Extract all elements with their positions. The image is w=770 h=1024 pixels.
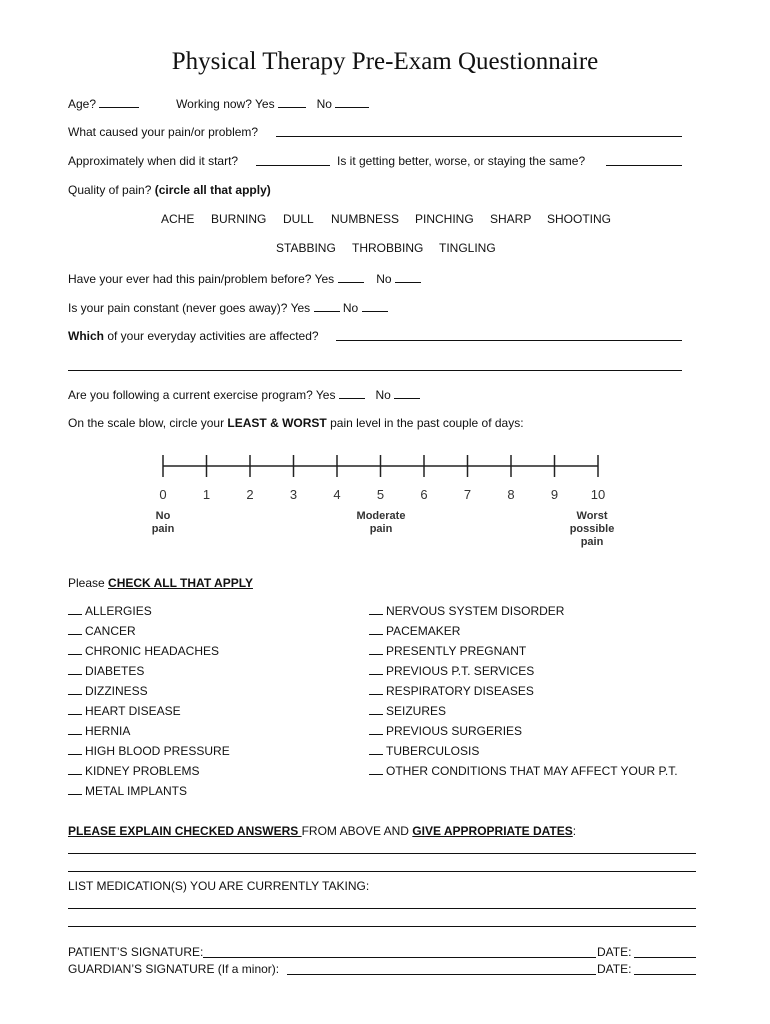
pain-type-burning[interactable]: BURNING (211, 212, 267, 226)
patient-date-field[interactable] (634, 957, 696, 958)
working-label: Working now? (176, 97, 252, 111)
check-item (68, 601, 230, 621)
before-no-field[interactable] (395, 271, 421, 283)
pain-type-stabbing[interactable]: STABBING (276, 241, 336, 255)
quality-row (68, 183, 271, 197)
scale-tick-label[interactable]: 10 (590, 487, 606, 502)
scale-tick-label[interactable]: 8 (507, 487, 515, 502)
check-blank[interactable] (369, 703, 383, 715)
check-item-label: HIGH BLOOD PRESSURE (85, 744, 230, 758)
check-item (68, 721, 230, 741)
activities-row (68, 329, 319, 343)
constant-row (68, 300, 388, 315)
working-yes-label: Yes (255, 97, 275, 111)
scale-tick-label[interactable]: 7 (463, 487, 472, 502)
check-bold: CHECK ALL THAT APPLY (108, 576, 253, 590)
check-blank[interactable] (369, 663, 383, 675)
check-blank[interactable] (68, 683, 82, 695)
working-no-label: No (316, 97, 332, 111)
check-item-label: CHRONIC HEADACHES (85, 644, 220, 658)
exercise-yes-field[interactable] (339, 387, 365, 399)
check-list-right (369, 601, 678, 781)
check-blank[interactable] (369, 643, 383, 655)
quality-note: (circle all that apply) (154, 183, 271, 197)
constant-yes-label: Yes (290, 301, 311, 315)
exercise-no-field[interactable] (394, 387, 420, 399)
explain-a: PLEASE EXPLAIN CHECKED ANSWERS (68, 824, 302, 838)
guardian-date-label: DATE: (597, 962, 632, 976)
check-item (369, 701, 678, 721)
explain-row (68, 824, 576, 838)
pain-type-ache[interactable]: ACHE (161, 212, 195, 226)
scale-tick-label[interactable]: 5 (376, 487, 385, 502)
check-header (68, 576, 253, 590)
exercise-row (68, 387, 420, 402)
check-blank[interactable] (369, 763, 383, 775)
check-item-label: PREVIOUS SURGERIES (386, 724, 523, 738)
check-blank[interactable] (68, 783, 82, 795)
check-blank[interactable] (68, 663, 82, 675)
check-item (68, 661, 230, 681)
scale-low-line2: pain (151, 523, 175, 535)
check-blank[interactable] (68, 623, 82, 635)
scale-tick-label[interactable]: 9 (550, 487, 559, 502)
page-title: Physical Therapy Pre-Exam Questionnaire (171, 48, 599, 75)
quality-label: Quality of pain? (68, 183, 152, 197)
check-item (369, 681, 678, 701)
scale-tick-label[interactable]: 2 (246, 487, 254, 502)
trend-field[interactable] (606, 165, 682, 166)
check-item-label: DIZZINESS (85, 684, 148, 698)
pain-type-throbbing[interactable]: THROBBING (352, 241, 424, 255)
patient-sig-field[interactable] (203, 957, 596, 958)
meds-label: LIST MEDICATION(S) YOU ARE CURRENTLY TAKING: (68, 879, 370, 893)
check-item-label: METAL IMPLANTS (85, 784, 188, 798)
check-item-label: TUBERCULOSIS (386, 744, 480, 758)
check-item (369, 661, 678, 681)
explain-field-1[interactable] (68, 853, 696, 854)
check-pre: Please (68, 576, 105, 590)
scale-high-line2: possible (569, 523, 615, 535)
check-item-label: KIDNEY PROBLEMS (85, 764, 200, 778)
scale-tick-label[interactable]: 6 (420, 487, 428, 502)
exercise-yes-label: Yes (315, 388, 336, 402)
scale-tick-label[interactable]: 4 (333, 487, 341, 502)
before-row (68, 271, 421, 286)
age-label: Age? (68, 97, 97, 111)
scale-mid-line2: pain (369, 523, 393, 535)
scale-instruction (68, 416, 524, 430)
before-no-label: No (376, 272, 392, 286)
age-field[interactable] (99, 96, 139, 108)
scale-post: pain level in the past couple of days: (330, 416, 524, 430)
pain-type-shooting[interactable]: SHOOTING (547, 212, 612, 226)
check-blank[interactable] (369, 603, 383, 615)
patient-sig-label: PATIENT’S SIGNATURE: (68, 945, 204, 959)
exercise-no-label: No (375, 388, 391, 402)
explain-field-2[interactable] (68, 871, 696, 872)
constant-no-field[interactable] (362, 300, 388, 312)
check-blank[interactable] (68, 723, 82, 735)
check-item-label: HERNIA (85, 724, 131, 738)
scale-high-line3: pain (580, 536, 604, 548)
scale-tick-label[interactable]: 3 (289, 487, 298, 502)
activities-question: of your everyday activities are affected? (107, 329, 319, 343)
exercise-question: Are you following a current exercise program? (68, 388, 313, 402)
check-item-label: ALLERGIES (85, 604, 152, 618)
explain-d: : (572, 824, 577, 838)
check-item-label: PACEMAKER (386, 624, 461, 638)
scale-low-line1: No (155, 510, 171, 522)
start-label: Approximately when did it start? (68, 154, 239, 168)
check-item (369, 641, 678, 661)
working-no-field[interactable] (335, 96, 369, 108)
before-yes-label: Yes (314, 272, 335, 286)
pain-type-tingling[interactable]: TINGLING (439, 241, 496, 255)
check-blank[interactable] (68, 763, 82, 775)
trend-label: Is it getting better, worse, or staying the same? (337, 154, 586, 168)
constant-no-label: No (342, 301, 359, 315)
explain-c: GIVE APPROPRIATE DATES (412, 824, 573, 838)
meds-field-2[interactable] (68, 926, 696, 927)
meds-field-1[interactable] (68, 908, 696, 909)
check-blank[interactable] (68, 703, 82, 715)
guardian-date-field[interactable] (634, 974, 696, 975)
check-blank[interactable] (369, 623, 383, 635)
check-blank[interactable] (369, 723, 383, 735)
constant-yes-field[interactable] (314, 300, 340, 312)
check-item (68, 701, 230, 721)
working-yes-field[interactable] (278, 96, 306, 108)
check-item-label: DIABETES (85, 664, 145, 678)
check-blank[interactable] (68, 603, 82, 615)
check-item (68, 781, 230, 801)
patient-date-label: DATE: (597, 945, 632, 959)
activities-field[interactable] (336, 340, 682, 341)
check-item (68, 641, 230, 661)
pain-type-dull[interactable]: DULL (283, 212, 314, 226)
check-item-label: SEIZURES (386, 704, 447, 718)
check-blank[interactable] (369, 683, 383, 695)
check-item (68, 761, 230, 781)
guardian-sig-field[interactable] (287, 974, 596, 975)
guardian-sig-label: GUARDIAN’S SIGNATURE (If a minor): (68, 962, 280, 976)
check-item (369, 621, 678, 641)
check-blank[interactable] (68, 643, 82, 655)
check-blank[interactable] (369, 743, 383, 755)
check-item-label: CANCER (85, 624, 136, 638)
check-item-label: PRESENTLY PREGNANT (386, 644, 527, 658)
check-blank[interactable] (68, 743, 82, 755)
check-item (68, 621, 230, 641)
check-item (369, 601, 678, 621)
check-item (68, 741, 230, 761)
scale-tick-label[interactable]: 1 (202, 487, 211, 502)
check-list-left (68, 601, 230, 801)
start-field[interactable] (256, 165, 330, 166)
pain-type-sharp[interactable]: SHARP (490, 212, 532, 226)
activities-bold: Which (68, 329, 104, 343)
before-yes-field[interactable] (338, 271, 364, 283)
check-item-label: RESPIRATORY DISEASES (386, 684, 534, 698)
scale-mid-line1: Moderate (356, 510, 406, 522)
check-item-label: HEART DISEASE (85, 704, 181, 718)
pain-scale (140, 450, 630, 555)
scale-tick-label[interactable]: 0 (159, 487, 167, 502)
scale-pre: On the scale blow, circle your (68, 416, 225, 430)
check-item (369, 741, 678, 761)
pain-type-numbness[interactable]: NUMBNESS (331, 212, 400, 226)
scale-bold: LEAST & WORST (227, 416, 327, 430)
explain-b: FROM ABOVE AND (301, 824, 413, 838)
check-item (369, 721, 678, 741)
check-item-label: PREVIOUS P.T. SERVICES (386, 664, 535, 678)
check-item-label: NERVOUS SYSTEM DISORDER (386, 604, 565, 618)
constant-question: Is your pain constant (never goes away)? (68, 301, 288, 315)
cause-field[interactable] (276, 136, 682, 137)
check-item-label: OTHER CONDITIONS THAT MAY AFFECT YOUR P.T. (386, 764, 678, 778)
check-item (68, 681, 230, 701)
age-row (68, 96, 369, 111)
before-question: Have your ever had this pain/problem before? (68, 272, 312, 286)
cause-label: What caused your pain/or problem? (68, 125, 259, 139)
pain-type-pinching[interactable]: PINCHING (415, 212, 474, 226)
check-item (369, 761, 678, 781)
scale-high-line1: Worst (576, 510, 608, 522)
activities-field-2[interactable] (68, 370, 682, 371)
